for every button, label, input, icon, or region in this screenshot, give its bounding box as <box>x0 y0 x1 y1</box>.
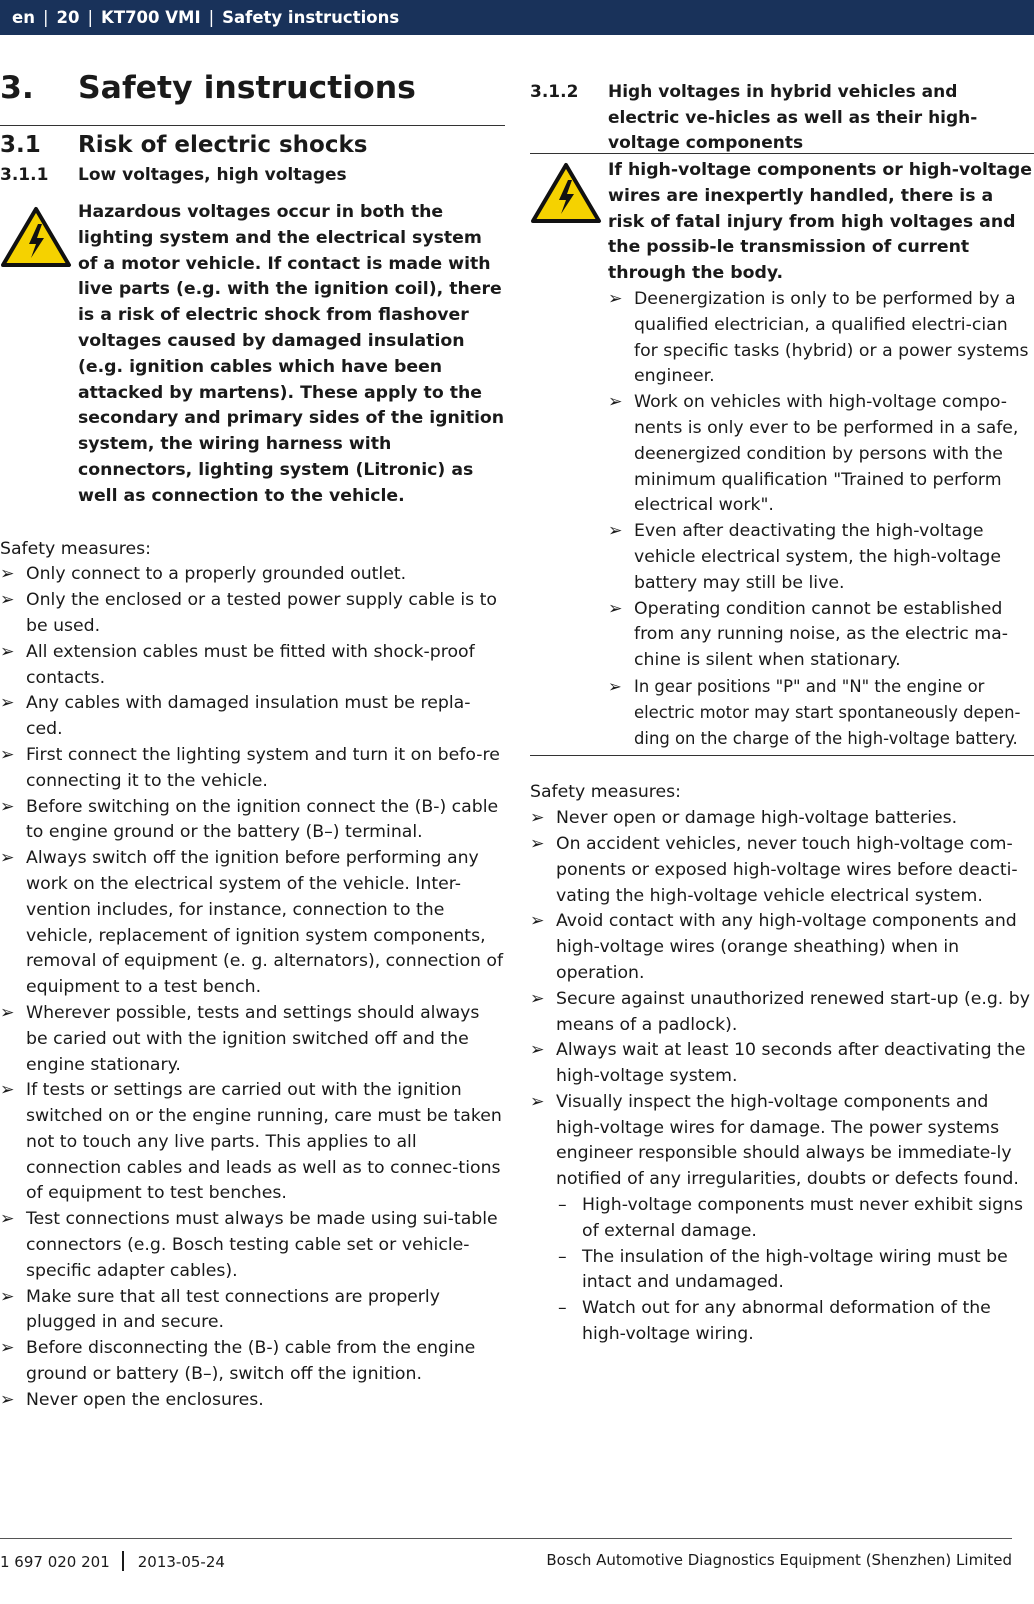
list-item: ➢ Before disconnecting the (B-) cable from the engine ground or battery (B–), switch off the ignition. <box>0 1336 505 1388</box>
list-item: ➢ Never open or damage high-voltage batteries. <box>530 806 1034 832</box>
page-header: en | 20 | KT700 VMI | Safety instructions <box>0 0 1034 35</box>
section-number: 3.1 <box>0 132 41 158</box>
hv-warning-text: If high-voltage components or high-voltage wires are inexpertly handled, there is a risk of fatal injury from high voltages and the possib-le transmission of current through the body. <box>608 160 1032 284</box>
header-section: Safety instructions <box>222 8 400 27</box>
subsection-title: High voltages in hybrid vehicles and electric ve-hicles as well as their high-voltage components <box>608 82 978 153</box>
header-product: KT700 VMI <box>101 8 201 27</box>
footer-divider <box>122 1551 124 1571</box>
right-column <box>530 80 1034 1348</box>
list-item: ➢ Test connections must always be made using sui-table connectors (e.g. Bosch testing cable set or vehicle-specific adapter cables). <box>0 1207 505 1284</box>
list-item: ➢ Wherever possible, tests and settings should always be caried out with the ignition switched off and the engine stationary. <box>0 1001 505 1078</box>
hv-safety-measures-list <box>530 806 1034 1348</box>
list-item: ➢ All extension cables must be fitted with shock-proof contacts. <box>0 640 505 692</box>
sub-list-item: – The insulation of the high-voltage wiring must be intact and undamaged. <box>556 1245 1034 1297</box>
doc-number: 1 697 020 201 <box>0 1553 110 1571</box>
list-item: ➢ On accident vehicles, never touch high-voltage com-ponents or exposed high-voltage wires before deacti-vating the high-voltage vehicle electrical system. <box>530 832 1034 909</box>
sub-list-item: – Watch out for any abnormal deformation of the high-voltage wiring. <box>556 1296 1034 1348</box>
list-item: ➢ Only connect to a properly grounded outlet. <box>0 562 505 588</box>
list-item: ➢ Secure against unauthorized renewed start-up (e.g. by means of a padlock). <box>530 987 1034 1039</box>
section-heading <box>0 132 505 162</box>
warning-block <box>0 200 505 510</box>
list-item: ➢ Always switch off the ignition before performing any work on the electrical system of the vehicle. Inter-vention includes, for instance, connection to the vehicle, replacement of ignition system components, removal of equipment (e. g. alternators), connection of equipment to a test bench. <box>0 846 505 1001</box>
safety-measures-list <box>0 562 505 1413</box>
subsection-number: 3.1.2 <box>530 82 579 102</box>
header-page: 20 <box>56 8 80 27</box>
list-item: ➢ Before switching on the ignition connect the (B-) cable to engine ground or the battery (B–) terminal. <box>0 795 505 847</box>
high-voltage-warning-icon <box>530 162 602 224</box>
list-item: ➢ In gear positions "P" and "N" the engine or electric motor may start spontaneously depen-ding on the charge of the high-voltage battery. <box>608 674 1034 751</box>
list-item: ➢ Always wait at least 10 seconds after deactivating the high-voltage system. <box>530 1038 1034 1090</box>
list-item: ➢ Work on vehicles with high-voltage compo-nents is only ever to be performed in a safe, deenergized condition by persons with the minimum qualification "Trained to perform electrical work". <box>608 390 1034 519</box>
hv-warning-list <box>608 287 1034 751</box>
chapter-title: Safety instructions <box>78 70 416 106</box>
list-item: ➢ First connect the lighting system and turn it on befo-re connecting it to the vehicle. <box>0 743 505 795</box>
list-item: ➢ If tests or settings are carried out with the ignition switched on or the engine running, care must be taken not to touch any live parts. This applies to all connection cables and leads as well as to connec-tions of equipment to test benches. <box>0 1078 505 1207</box>
list-item-text: Visually inspect the high-voltage components and high-voltage wires for damage. The power systems engineer responsible should always be immediate-ly notified of any irregularities, doubts or defects found. <box>556 1091 1019 1190</box>
safety-measures-label: Safety measures: <box>0 538 151 559</box>
high-voltage-warning-icon <box>0 206 72 268</box>
page-footer <box>0 1538 1012 1578</box>
hv-warning-block <box>530 154 1034 756</box>
list-item: ➢ Make sure that all test connections are properly plugged in and secure. <box>0 1285 505 1337</box>
section-title: Risk of electric shocks <box>78 132 368 158</box>
list-item: ➢ Operating condition cannot be established from any running noise, as the electric ma-chine is silent when stationary. <box>608 597 1034 674</box>
subsection-number: 3.1.1 <box>0 165 49 185</box>
list-item: ➢ Avoid contact with any high-voltage components and high-voltage wires (orange sheathing) when in operation. <box>530 909 1034 986</box>
list-item <box>530 1090 1034 1348</box>
list-item: ➢ Even after deactivating the high-voltage vehicle electrical system, the high-voltage battery may still be live. <box>608 519 1034 596</box>
chapter-number: 3. <box>0 70 34 106</box>
list-item: ➢ Any cables with damaged insulation must be repla-ced. <box>0 691 505 743</box>
list-item: ➢ Only the enclosed or a tested power supply cable is to be used. <box>0 588 505 640</box>
safety-measures-label: Safety measures: <box>530 782 681 803</box>
left-column <box>0 62 505 1414</box>
warning-text: Hazardous voltages occur in both the lighting system and the electrical system of a motor vehicle. If contact is made with live parts (e.g. with the ignition coil), there is a risk of electric shock from flashover voltages caused by damaged insulation (e.g. ignition cables which have been attacked by martens). These apply to the secondary and primary sides of the ignition system, the wiring harness with connectors, lighting system (Litronic) as well as connection to the vehicle. <box>78 202 505 506</box>
doc-date: 2013-05-24 <box>137 1553 225 1571</box>
subsection-title: Low voltages, high voltages <box>78 165 347 185</box>
header-lang: en <box>12 8 35 27</box>
list-item: ➢ Never open the enclosures. <box>0 1388 505 1414</box>
inspection-sub-list <box>556 1193 1034 1348</box>
company-name: Bosch Automotive Diagnostics Equipment (Shenzhen) Limited <box>546 1551 1012 1569</box>
list-item: ➢ Deenergization is only to be performed by a qualified electrician, a qualified electri-cian for specific tasks (hybrid) or a power systems engineer. <box>608 287 1034 390</box>
chapter-heading <box>0 62 505 126</box>
sub-list-item: – High-voltage components must never exhibit signs of external damage. <box>556 1193 1034 1245</box>
subsection-heading-hybrid <box>530 80 1034 154</box>
subsection-heading <box>0 162 505 194</box>
